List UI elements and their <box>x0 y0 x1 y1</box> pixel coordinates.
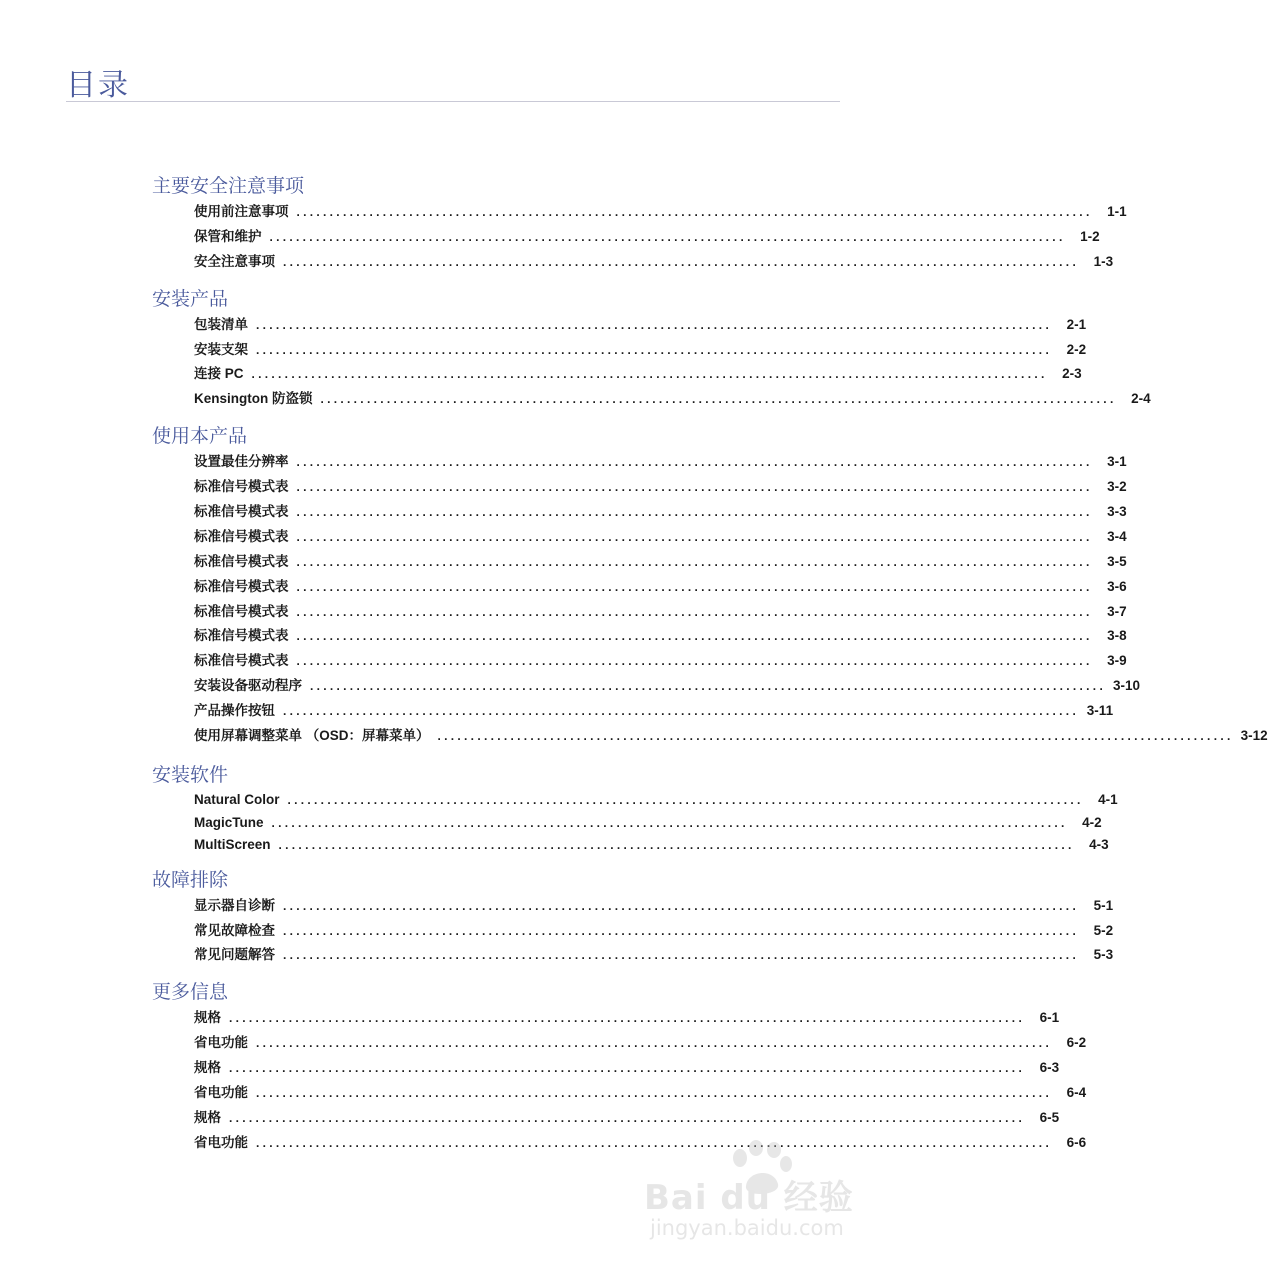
page-title: 目录 <box>66 68 130 103</box>
toc-entry-label: 常见问题解答 <box>194 947 275 963</box>
toc-entry-label: 安全注意事项 <box>194 253 275 269</box>
toc-entry[interactable] <box>194 943 1114 968</box>
toc-entry[interactable] <box>194 1006 1060 1031</box>
toc-entry-page-number: 2-4 <box>1131 391 1151 407</box>
toc-entry-list <box>194 1006 1087 1155</box>
dot-leader: ........................................................................................................................ <box>296 654 1093 669</box>
toc-entry-label: 标准信号模式表 <box>194 479 289 495</box>
toc-entry-page-number: 3-9 <box>1107 653 1127 669</box>
dot-leader: ........................................................................................................................ <box>310 679 1107 694</box>
toc-entry[interactable] <box>194 525 1127 550</box>
toc-entry-page-number: 2-1 <box>1066 316 1087 332</box>
toc-entry[interactable] <box>194 200 1127 225</box>
toc-entry[interactable] <box>194 450 1127 475</box>
dot-leader: ........................................................................................................................ <box>437 729 1234 744</box>
dot-leader: ........................................................................................................................ <box>256 342 1053 357</box>
dot-leader: ........................................................................................................................ <box>296 455 1093 470</box>
dot-leader: ........................................................................................................................ <box>296 205 1093 219</box>
toc-entry-page-number: 3-4 <box>1107 528 1127 544</box>
toc-entry-page-number: 1-1 <box>1107 204 1127 219</box>
toc-entry-page-number: 3-7 <box>1107 603 1127 619</box>
dot-leader: ........................................................................................................................ <box>283 704 1080 719</box>
toc-entry-label: 标准信号模式表 <box>194 504 289 520</box>
toc-entry[interactable] <box>194 1131 1087 1156</box>
toc-entry[interactable] <box>194 1081 1087 1106</box>
toc-entry-label: 保管和维护 <box>194 228 262 244</box>
dot-leader: ........................................................................................................................ <box>296 505 1093 520</box>
toc-entry-list <box>194 200 1127 275</box>
toc-entry[interactable] <box>194 500 1127 525</box>
dot-leader: ........................................................................................................................ <box>296 604 1093 619</box>
toc-entry[interactable] <box>194 894 1114 919</box>
toc-entry[interactable] <box>194 1106 1060 1131</box>
section-heading: 安装软件 <box>152 763 229 786</box>
dot-leader: ........................................................................................................................ <box>296 529 1093 544</box>
section-heading: 故障排除 <box>152 868 229 891</box>
dot-leader: ........................................................................................................................ <box>256 1036 1053 1051</box>
toc-entry-page-number: 6-2 <box>1066 1035 1087 1051</box>
toc-entry-page-number: 3-12 <box>1240 728 1268 744</box>
toc-entry-label: 标准信号模式表 <box>194 578 289 594</box>
toc-entry-label: 标准信号模式表 <box>194 528 289 544</box>
dot-leader: ........................................................................................................................ <box>269 229 1066 244</box>
toc-entry-page-number: 6-5 <box>1039 1109 1060 1125</box>
toc-entry-page-number: 5-3 <box>1093 947 1114 963</box>
toc-entry-page-number: 1-2 <box>1080 228 1100 244</box>
toc-entry-label: 省电功能 <box>194 1035 248 1051</box>
toc-entry-page-number: 3-6 <box>1107 578 1127 594</box>
toc-entry-list <box>194 894 1114 969</box>
dot-leader: ........................................................................................................................ <box>256 1086 1053 1101</box>
toc-entry-label: 标准信号模式表 <box>194 603 289 619</box>
dot-leader: ........................................................................................................................ <box>251 367 1048 382</box>
toc-entry-label: 常见故障检查 <box>194 922 275 938</box>
dot-leader: ........................................................................................................................ <box>296 554 1093 569</box>
toc-entry-label: 使用前注意事项 <box>194 204 289 219</box>
toc-entry-label: 显示器自诊断 <box>194 897 275 913</box>
dot-leader: ........................................................................................................................ <box>229 1061 1026 1076</box>
toc-entry-label: 安装设备驱动程序 <box>194 678 302 694</box>
toc-section <box>152 761 1118 857</box>
toc-entry-label: 安装支架 <box>194 341 248 357</box>
toc-entry-label: 使用屏幕调整菜单 （OSD：屏幕菜单） <box>194 728 430 744</box>
toc-entry-page-number: 4-1 <box>1098 791 1118 807</box>
toc-entry-label: Kensington 防盗锁 <box>194 391 313 407</box>
toc-entry-page-number: 3-8 <box>1107 628 1127 644</box>
toc-entry-label: 标准信号模式表 <box>194 628 289 644</box>
dot-leader: ........................................................................................................................ <box>296 629 1093 644</box>
toc-entry-label: 规格 <box>194 1060 221 1076</box>
dot-leader: ........................................................................................................................ <box>256 317 1053 332</box>
toc-entry-label: 产品操作按钮 <box>194 703 275 719</box>
toc-section <box>152 866 1114 969</box>
toc-entry-page-number: 6-1 <box>1039 1010 1060 1026</box>
toc-entry-list <box>194 789 1118 857</box>
section-heading: 安装产品 <box>152 287 229 310</box>
toc-entry-label: 设置最佳分辨率 <box>194 454 289 470</box>
toc-entry-page-number: 3-2 <box>1107 479 1127 495</box>
toc-entry[interactable] <box>194 919 1114 944</box>
toc-entry-page-number: 5-1 <box>1093 897 1114 913</box>
toc-entry-page-number: 3-3 <box>1107 504 1127 520</box>
toc-entry-page-number: 6-4 <box>1066 1085 1087 1101</box>
section-heading: 使用本产品 <box>152 425 248 448</box>
watermark-brand: Bai du 经验 <box>644 1178 854 1218</box>
toc-entry-page-number: 6-6 <box>1066 1134 1087 1150</box>
toc-entry[interactable] <box>194 789 1118 812</box>
toc-entry[interactable] <box>194 812 1102 835</box>
dot-leader: ........................................................................................................................ <box>296 480 1093 495</box>
toc-entry-label: MultiScreen <box>194 837 271 853</box>
toc-entry[interactable] <box>194 387 1151 412</box>
toc-entry-label: 省电功能 <box>194 1134 248 1150</box>
toc-entry-page-number: 1-3 <box>1093 253 1114 269</box>
toc-entry[interactable] <box>194 1031 1087 1056</box>
table-of-contents <box>152 172 1268 1156</box>
toc-entry[interactable] <box>194 225 1100 250</box>
dot-leader: ........................................................................................................................ <box>278 838 1075 853</box>
toc-entry[interactable] <box>194 724 1268 749</box>
toc-entry[interactable] <box>194 338 1087 363</box>
dot-leader: ........................................................................................................................ <box>287 792 1084 807</box>
toc-entry-page-number: 4-3 <box>1089 837 1109 853</box>
section-heading: 更多信息 <box>152 981 229 1004</box>
toc-entry[interactable] <box>194 624 1127 649</box>
section-heading: 主要安全注意事项 <box>152 175 305 197</box>
dot-leader: ........................................................................................................................ <box>256 1135 1053 1150</box>
dot-leader: ........................................................................................................................ <box>320 392 1117 407</box>
toc-entry-page-number: 3-1 <box>1107 454 1127 470</box>
toc-entry-page-number: 6-3 <box>1039 1060 1060 1076</box>
toc-entry-label: 标准信号模式表 <box>194 653 289 669</box>
toc-entry-label: 规格 <box>194 1010 221 1026</box>
toc-entry[interactable] <box>194 1056 1060 1081</box>
toc-section <box>152 285 1151 413</box>
toc-entry-list <box>194 313 1151 413</box>
toc-section <box>152 978 1087 1155</box>
dot-leader: ........................................................................................................................ <box>229 1011 1026 1026</box>
toc-entry-label: Natural Color <box>194 791 280 807</box>
toc-entry-page-number: 3-10 <box>1113 678 1141 694</box>
toc-entry[interactable] <box>194 362 1082 387</box>
toc-entry[interactable] <box>194 475 1127 500</box>
dot-leader: ........................................................................................................................ <box>271 815 1068 830</box>
toc-entry-label: 连接 PC <box>194 366 244 382</box>
toc-section <box>152 172 1127 275</box>
dot-leader: ........................................................................................................................ <box>283 254 1080 269</box>
dot-leader: ........................................................................................................................ <box>296 579 1093 594</box>
toc-entry[interactable] <box>194 699 1114 724</box>
baidu-jingyan-watermark <box>640 1140 860 1250</box>
toc-entry-page-number: 3-5 <box>1107 553 1127 569</box>
watermark-url: jingyan.baidu.com <box>650 1216 844 1240</box>
toc-entry-page-number: 2-2 <box>1066 341 1087 357</box>
dot-leader: ........................................................................................................................ <box>229 1110 1026 1125</box>
toc-entry-page-number: 4-2 <box>1082 814 1102 830</box>
toc-entry[interactable] <box>194 250 1114 275</box>
toc-entry[interactable] <box>194 550 1127 575</box>
toc-entry-page-number: 5-2 <box>1093 922 1114 938</box>
toc-entry[interactable] <box>194 313 1087 338</box>
toc-entry[interactable] <box>194 834 1109 857</box>
toc-entry-label: 包装清单 <box>194 316 248 332</box>
toc-entry-label: 标准信号模式表 <box>194 553 289 569</box>
toc-entry[interactable] <box>194 575 1127 600</box>
toc-entry-label: 省电功能 <box>194 1085 248 1101</box>
dot-leader: ........................................................................................................................ <box>283 898 1080 913</box>
title-divider <box>66 101 840 102</box>
toc-entry[interactable] <box>194 600 1127 625</box>
dot-leader: ........................................................................................................................ <box>283 923 1080 938</box>
toc-entry[interactable] <box>194 674 1141 699</box>
toc-entry-page-number: 3-11 <box>1086 703 1114 719</box>
dot-leader: ........................................................................................................................ <box>283 948 1080 963</box>
toc-entry-label: 规格 <box>194 1109 221 1125</box>
toc-section <box>152 422 1268 749</box>
toc-entry[interactable] <box>194 649 1127 674</box>
toc-entry-page-number: 2-3 <box>1062 366 1082 382</box>
toc-entry-list <box>194 450 1268 749</box>
toc-entry-label: MagicTune <box>194 814 264 830</box>
